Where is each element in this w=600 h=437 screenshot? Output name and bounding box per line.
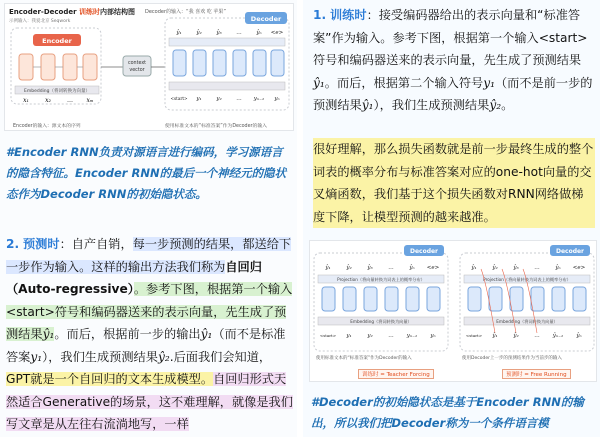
svg-text:…: … xyxy=(388,265,394,271)
term-train: 训练时 xyxy=(330,8,367,22)
encoder-input-caption: Encoder的输入：源文本的序列 xyxy=(13,124,81,129)
svg-text:ŷₙ: ŷₙ xyxy=(576,333,582,339)
svg-text:yₙ₋₁: yₙ₋₁ xyxy=(253,96,265,102)
right-panel xyxy=(303,0,600,437)
paragraph-predict: 2. 预测时：自产自销，每一步预测的结果，都送给下一步作为输入。这样的输出方法我们称为自回归（Auto-regressive）。参考下图，根据第一个输入<start>符号和编码器送来的表示向量，先生成了预测结果ŷ₁。而后，根据前一步的输出ŷ₁（而不是标准答案y₁），我们生成预测结果ŷ₂.后面我们会知道，GPT就是一个自回归的文本生成模型。自回归形式天然适合Generative的场景，这不难理解，就像是我们写文章是从左往右流淌地写，一样 xyxy=(6,237,293,431)
decoder-input-note: Decoder的输入：“我 喜欢 吃 苹果” xyxy=(145,9,226,15)
svg-text:<start>: <start> xyxy=(319,333,337,338)
svg-text:Embedding（将词转换为向量）: Embedding（将词转换为向量） xyxy=(496,319,558,324)
svg-text:Decoder: Decoder xyxy=(409,248,439,255)
svg-text:ŷ₁: ŷ₁ xyxy=(325,265,331,271)
svg-text:…: … xyxy=(534,333,540,339)
encoder-cells xyxy=(19,54,97,80)
figure-title: Encoder-Decoder 训练时内部结构图 xyxy=(9,8,136,16)
free-running-caption: 使用Decoder上一步的预测结果作为当前步的输入 xyxy=(462,356,562,361)
decoder-input-caption: 使用标准文本的“标准答案”作为Decoder的输入 xyxy=(165,124,267,129)
svg-text:Decoder: Decoder xyxy=(250,15,282,23)
svg-text:…: … xyxy=(534,265,540,271)
encoder-embedding-label: Embedding（将词转换为向量） xyxy=(23,89,91,94)
svg-text:…: … xyxy=(236,30,242,36)
teacher-forcing-caption: 使用标准文本的“标准答案”作为Decoder的输入 xyxy=(316,356,412,361)
svg-text:y₁: y₁ xyxy=(346,333,352,339)
svg-text:Embedding（将词转换为向量）: Embedding（将词转换为向量） xyxy=(350,319,412,324)
teacher-forcing-diagram xyxy=(314,245,448,351)
svg-text:…: … xyxy=(236,96,242,102)
svg-text:ŷₙ: ŷₙ xyxy=(555,265,561,271)
svg-text:Projection（将向量转换为词表上的概率分布）: Projection（将向量转换为词表上的概率分布） xyxy=(483,277,571,282)
term-predict: 预测时 xyxy=(23,237,60,251)
free-running-diagram xyxy=(460,245,594,351)
svg-text:yₙ₋₁: yₙ₋₁ xyxy=(406,333,418,339)
list-number: 1. xyxy=(313,8,327,22)
decoder-comparison-figure xyxy=(309,240,597,382)
free-running-tag: 预测时 = Free Running xyxy=(502,369,571,379)
svg-text:ŷₙ: ŷₙ xyxy=(256,30,262,36)
decoder-comparison-svg xyxy=(310,241,598,383)
paragraph-loss: 很好理解，那么损失函数就是前一步最终生成的整个词表的概率分布与标准答案对应的one-hot向量的交叉熵函数，我们基于这个损失函数对RNN网络做梯度下降，让模型预测的越来越准。 xyxy=(313,138,595,228)
svg-text:Projection（将向量转换为词表上的概率分布）: Projection（将向量转换为词表上的概率分布） xyxy=(337,277,425,282)
svg-text:context: context xyxy=(127,61,147,66)
svg-text:vector: vector xyxy=(129,68,145,73)
svg-text:<e>: <e> xyxy=(426,265,440,271)
svg-text:ŷ₂: ŷ₂ xyxy=(513,333,519,339)
svg-text:ŷ₃: ŷ₃ xyxy=(513,265,519,271)
svg-text:yₙ: yₙ xyxy=(430,333,436,339)
svg-text:Decoder: Decoder xyxy=(555,248,585,255)
list-number: 2. xyxy=(6,237,20,251)
svg-text:<e>: <e> xyxy=(270,30,284,36)
left-panel xyxy=(0,0,297,437)
svg-text:x₂: x₂ xyxy=(45,97,51,104)
svg-text:…: … xyxy=(388,333,394,339)
decoder-caption: #Decoder的初始隐状态是基于Encoder RNN的输出，所以我们把Decoder称为一个条件语言模 xyxy=(311,395,584,430)
svg-text:y₁: y₁ xyxy=(196,96,202,102)
svg-text:ŷ₂: ŷ₂ xyxy=(346,265,352,271)
encoder-decoder-svg xyxy=(5,4,295,132)
svg-text:ŷ₁: ŷ₁ xyxy=(492,333,498,339)
svg-text:y₂: y₂ xyxy=(367,333,373,339)
svg-text:<start>: <start> xyxy=(465,333,483,338)
svg-text:yₙ: yₙ xyxy=(274,96,280,102)
svg-text:<start>: <start> xyxy=(170,96,188,101)
svg-text:ŷ₁: ŷ₁ xyxy=(471,265,477,271)
paragraph-train: 1. 训练时：接受编码器给出的表示向量和“标准答案”作为输入。参考下图，根据第一个输入<start>符号和编码器送来的表示向量，先生成了预测结果ŷ₁。而后，根据第二个输入符号y₁（而不是前一步的预测结果ŷ₁），我们生成预测结果ŷ₂。 xyxy=(313,8,593,112)
decoder-cells xyxy=(173,50,284,76)
svg-text:ŷₙ₋₁: ŷₙ₋₁ xyxy=(552,333,564,339)
svg-text:ŷ₂: ŷ₂ xyxy=(196,30,202,36)
svg-text:ŷ₂: ŷ₂ xyxy=(492,265,498,271)
svg-text:ŷ₃: ŷ₃ xyxy=(367,265,373,271)
encoder-decoder-figure xyxy=(4,3,294,131)
svg-text:x₁: x₁ xyxy=(23,97,29,104)
encoder-caption: #Encoder RNN负责对源语言进行编码，学习源语言的隐含特征。Encoder RNN的最后一个神经元的隐状态作为Decoder RNN的初始隐状态。 xyxy=(6,145,287,201)
svg-text:xₘ: xₘ xyxy=(86,97,94,104)
svg-text:<e>: <e> xyxy=(572,265,586,271)
encoder-header: Encoder xyxy=(42,37,72,45)
svg-text:ŷ₁: ŷ₁ xyxy=(176,30,182,36)
svg-text:y₂: y₂ xyxy=(216,96,222,102)
figure-subtitle: 示例输入：我爱北京 Seqwork xyxy=(9,19,71,24)
svg-text:ŷ₃: ŷ₃ xyxy=(216,30,222,36)
svg-text:ŷₙ: ŷₙ xyxy=(409,265,415,271)
teacher-forcing-tag: 训练时 = Teacher Forcing xyxy=(358,369,434,379)
svg-text:…: … xyxy=(67,97,73,104)
